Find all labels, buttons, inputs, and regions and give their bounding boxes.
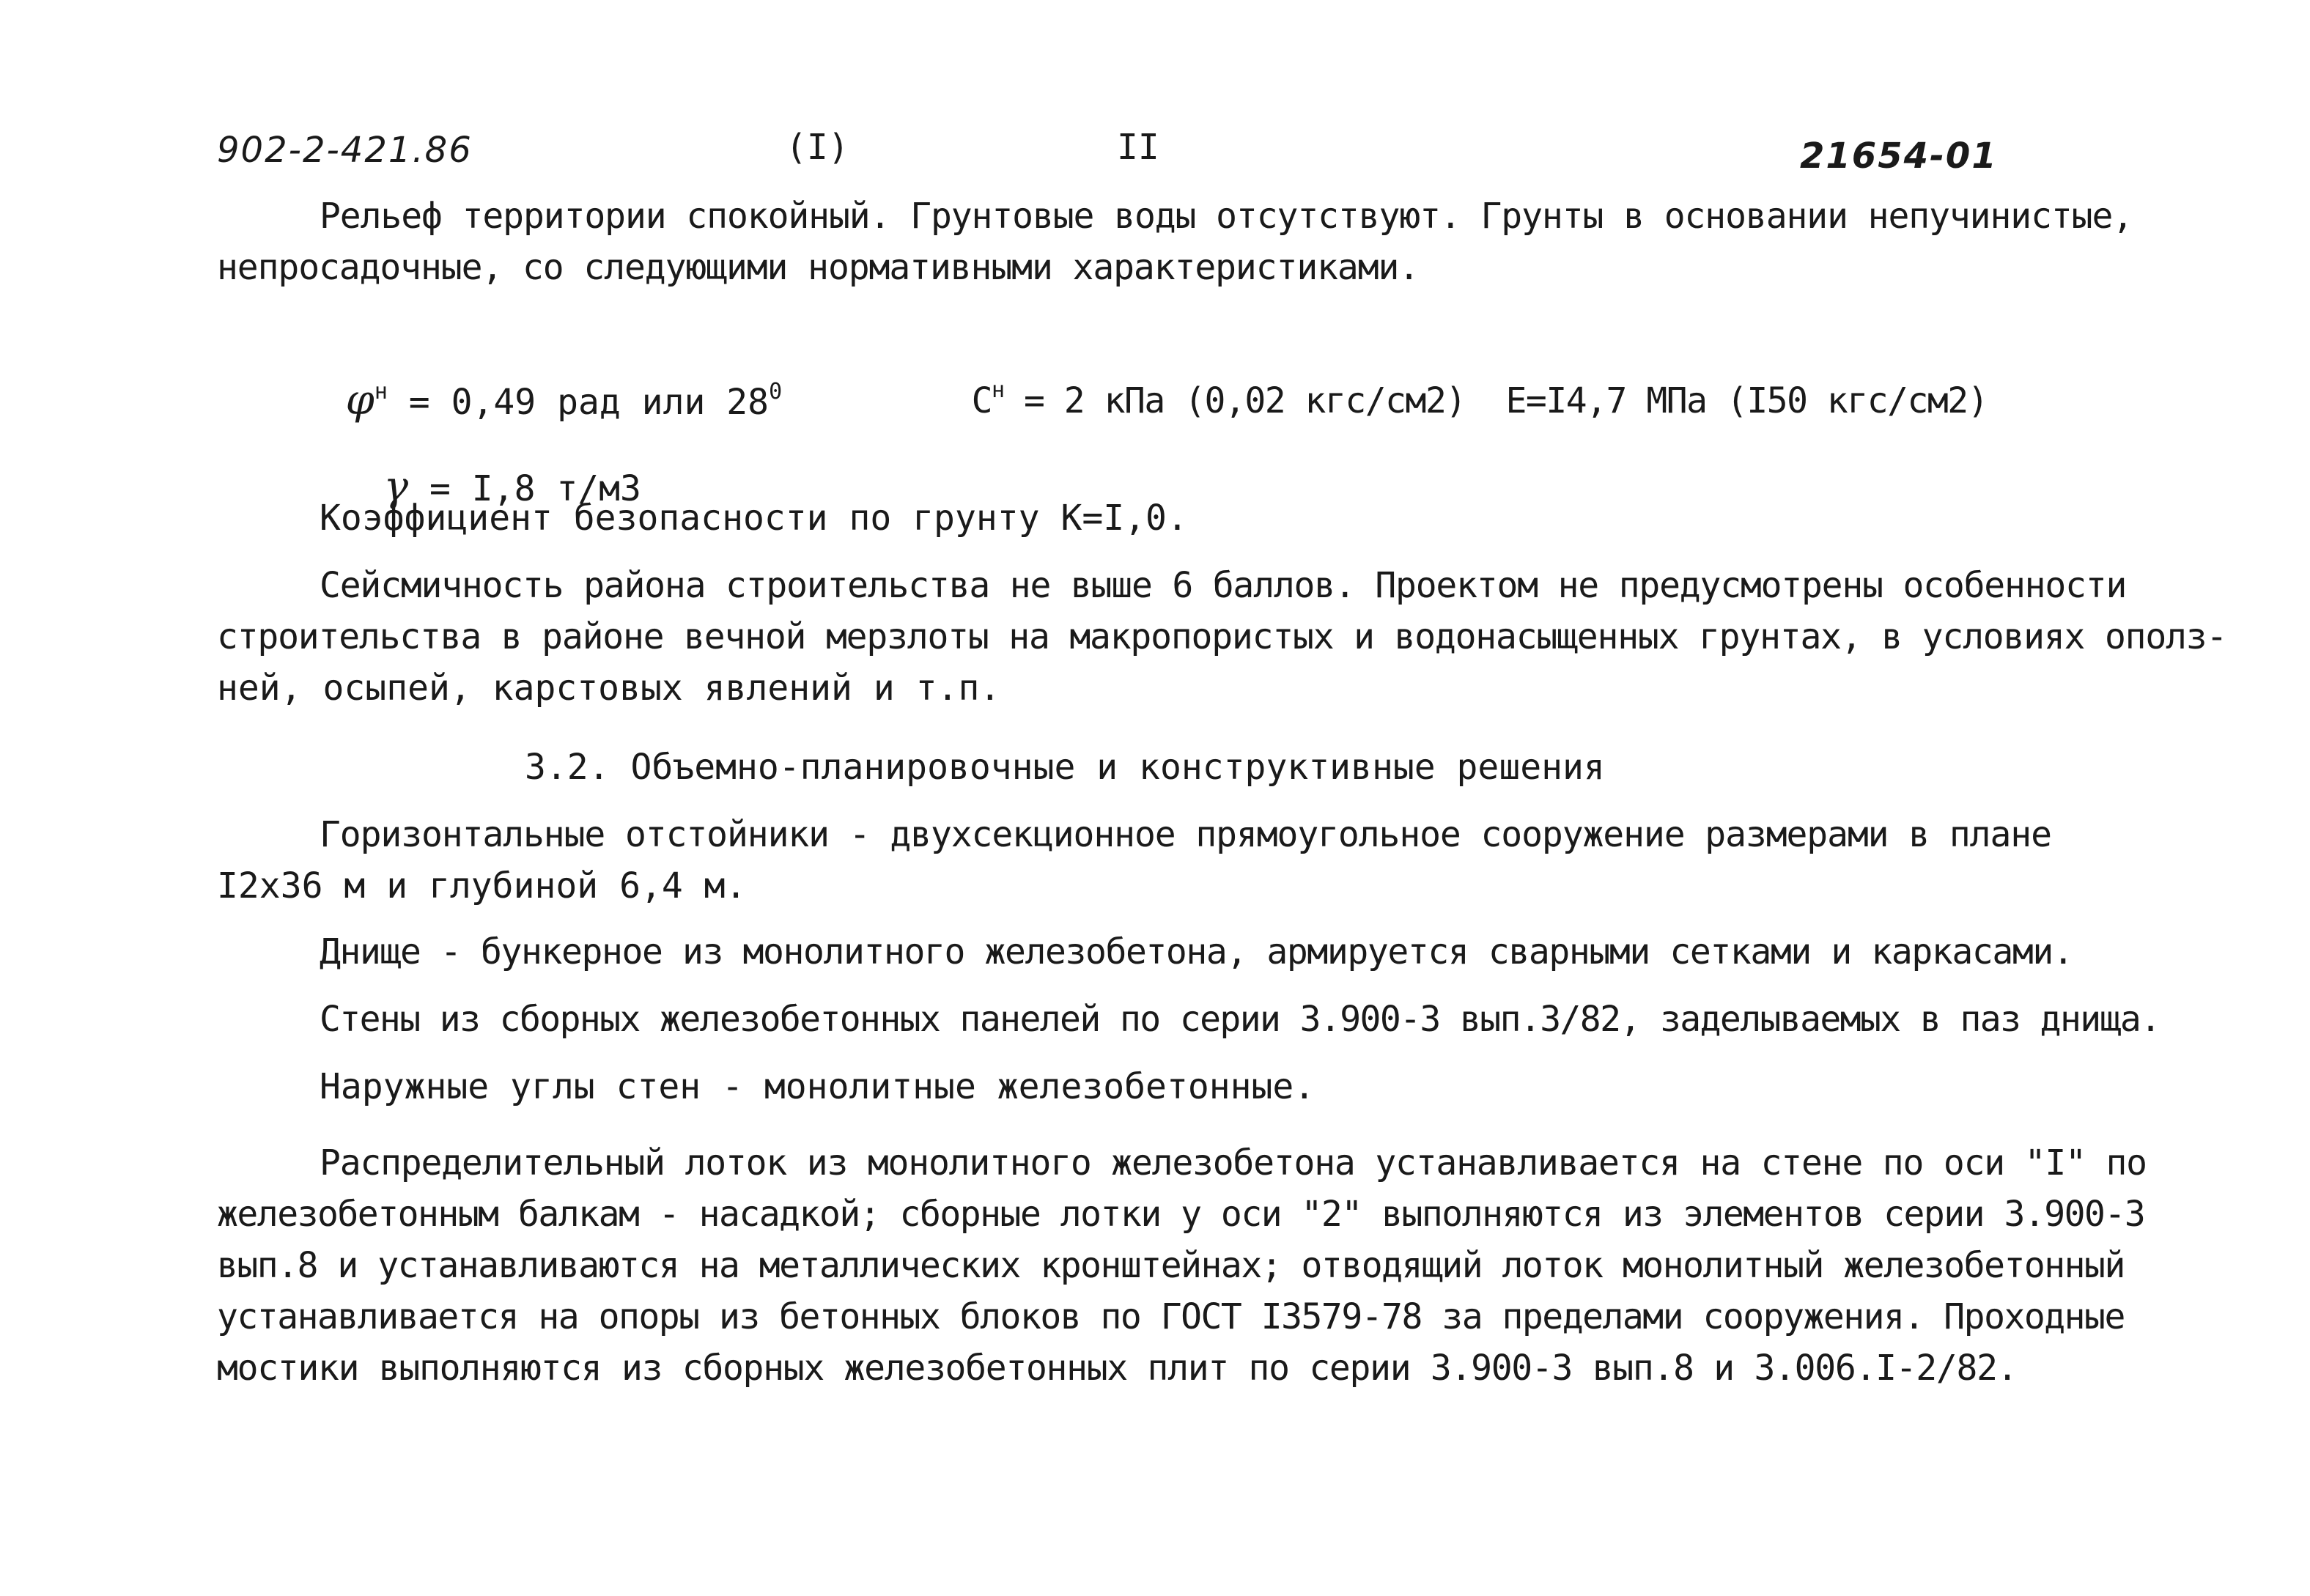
paragraph-line: строительства в районе вечной мерзлоты на макропористых и водонасыщенных грунтах, в условиях ополз- (217, 616, 2227, 657)
phi-symbol: φ (345, 377, 374, 424)
paragraph-line: Сейсмичность района строительства не выше 6 баллов. Проектом не предусмотрены особенности (320, 565, 2127, 606)
phi-value: = 0,49 рад или 28 (408, 382, 770, 423)
paragraph-line: вып.8 и устанавливаются на металлических кронштейнах; отводящий лоток монолитный железобетонный (217, 1245, 2125, 1286)
paragraph-line: Коэффициент безопасности по грунту K=I,0. (320, 498, 1188, 539)
paragraph-line: Наружные углы стен - монолитные железобетонные. (320, 1066, 1315, 1107)
section-heading: 3.2. Объемно-планировочные и конструктивные решения (525, 747, 1605, 788)
c-symbol: C (971, 380, 992, 421)
paragraph-line: Днище - бункерное из монолитного железобетона, армируется сварными сетками и каркасами. (320, 931, 2073, 972)
paragraph-line: Стены из сборных железобетонных панелей по серии 3.900-3 вып.3/82, заделываемых в паз днища. (320, 999, 2160, 1040)
formula-cohesion (891, 324, 1988, 478)
paragraph-line: железобетонным балкам - насадкой; сборные лотки у оси "2" выполняются из элементов серии 3.900-3 (217, 1194, 2145, 1235)
paragraph-line: Распределительный лоток из монолитного железобетона устанавливается на стене по оси "I" по (320, 1142, 2147, 1183)
page-number: II (1117, 127, 1159, 168)
gamma-symbol: γ (383, 463, 409, 511)
phi-superscript: н (374, 379, 388, 404)
volume-number: (I) (786, 127, 849, 168)
c-superscript: н (992, 377, 1004, 403)
c-value: = 2 кПа (0,02 кгс/см2) E=I4,7 МПа (I50 кгс/см2) (1023, 380, 1988, 421)
document-code: 902-2-421.86 (217, 130, 473, 171)
paragraph-line: I2x36 м и глубиной 6,4 м. (217, 865, 747, 906)
paragraph-line: непросадочные, со следующими нормативными характеристиками. (217, 247, 1420, 288)
paragraph-line: ней, осыпей, карстовых явлений и т.п. (217, 668, 1001, 709)
paragraph-line: Рельеф территории спокойный. Грунтовые воды отсутствуют. Грунты в основании непучинистые, (320, 196, 2133, 237)
album-number: 21654-01 (1800, 136, 1998, 177)
paragraph-line: устанавливается на опоры из бетонных блоков по ГОСТ I3579-78 за пределами сооружения. Проходные (217, 1296, 2125, 1337)
gamma-value: = I,8 т/м3 (429, 468, 641, 509)
degree-superscript: 0 (769, 379, 783, 404)
paragraph-line: Горизонтальные отстойники - двухсекционное прямоугольное сооружение размерами в плане (320, 814, 2051, 855)
paragraph-line: мостики выполняются из сборных железобетонных плит по серии 3.900-3 вып.8 и 3.006.I-2/82. (217, 1348, 2018, 1389)
